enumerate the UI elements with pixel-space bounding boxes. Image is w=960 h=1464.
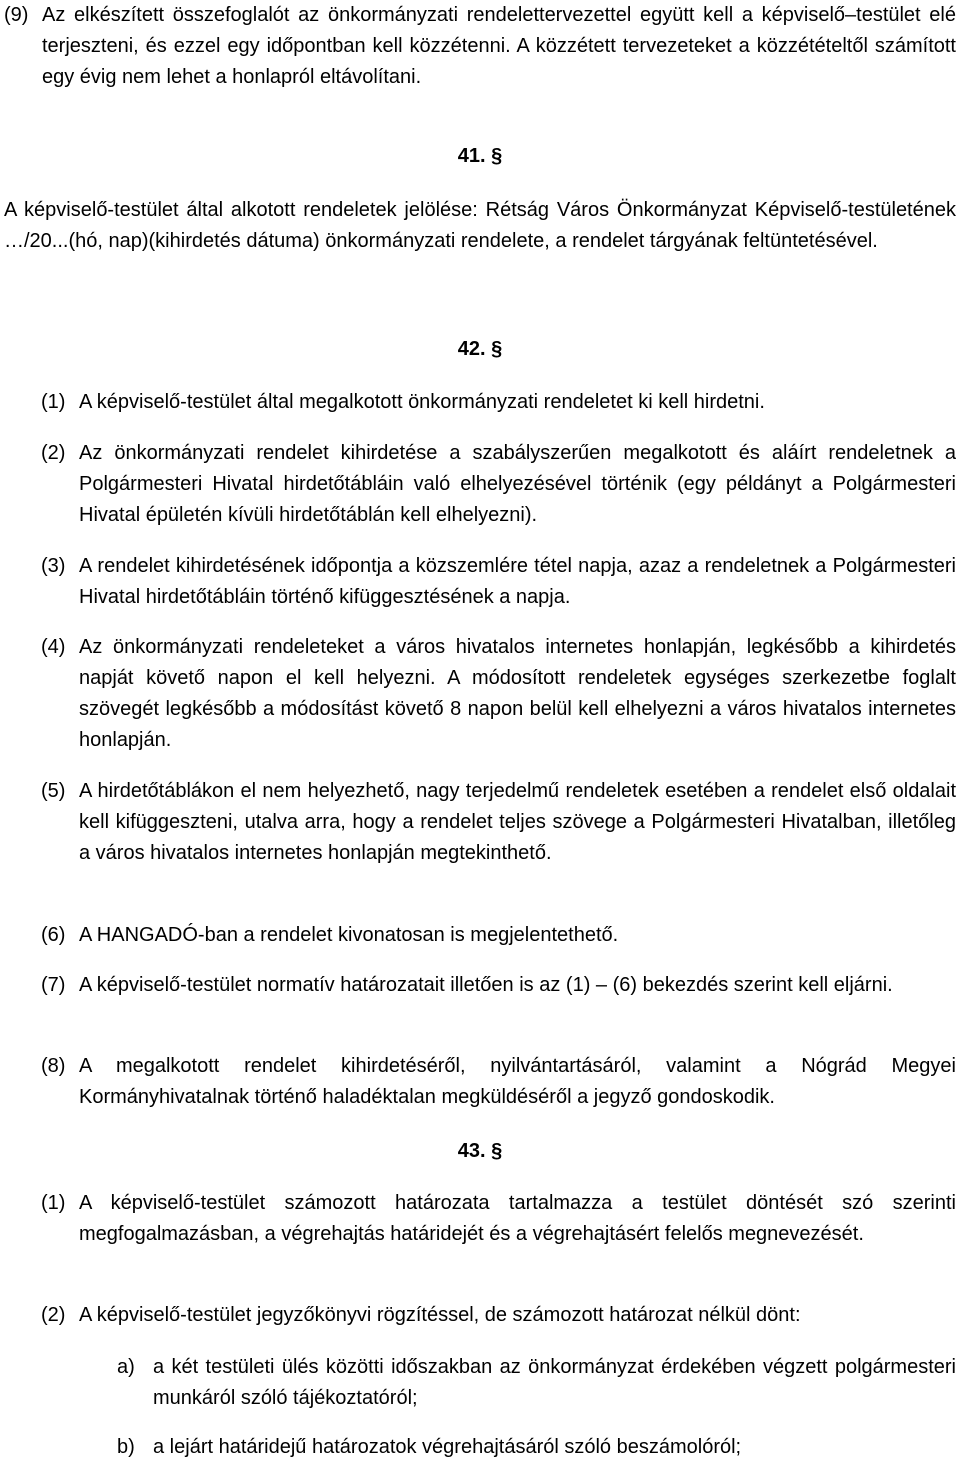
item-number: (8): [41, 1055, 66, 1077]
subitem-label: a): [117, 1356, 135, 1378]
item-number: (6): [41, 924, 66, 946]
section-42-heading: [0, 334, 960, 365]
item-text: A képviselő-testület által megalkotott önkormányzati rendeletet ki kell hirdetni.: [79, 391, 765, 413]
section-41-heading: [0, 141, 960, 172]
section-42-item-7: [41, 970, 956, 1001]
section-41-text: A képviselő-testület által alkotott rendeletek jelölése: Rétság Város Önkormányzat Képviselő-testületének …/20...(hó, nap)(kihirdetés dátuma) önkormányzati rendelete, a rendelet tárgyának feltüntetésével.: [4, 199, 956, 252]
subitem-label: b): [117, 1436, 135, 1458]
section-42-item-5: [41, 776, 956, 869]
section-43-heading: [0, 1136, 960, 1167]
paragraph-text: Az elkészített összefoglalót az önkormányzati rendelettervezettel együtt kell a képviselő–testület elé terjeszteni, és ezzel egy időpontban kell közzétenni. A közzétett tervezeteket a közzétételtől számított egy évig nem lehet a honlapról eltávolítani.: [42, 4, 956, 88]
section-sign: §: [491, 1140, 503, 1162]
item-number: (3): [41, 555, 66, 577]
subitem-text: a két testületi ülés közötti időszakban az önkormányzat érdekében végzett polgármesteri munkáról szóló tájékoztatóról;: [153, 1356, 956, 1409]
section-number: 42.: [457, 338, 486, 360]
section-number: 43.: [457, 1140, 486, 1162]
section-43-item-1: [41, 1188, 956, 1250]
item-text: A hirdetőtáblákon el nem helyezhető, nagy terjedelmű rendeletek esetében a rendelet első oldalait kell kifüggeszteni, utalva arra, hogy a rendelet teljes szövege a Polgármesteri Hivatalban, illetőleg a város hivatalos internetes honlapján megtekinthető.: [79, 780, 956, 864]
section-42-item-4: [41, 632, 956, 756]
item-number: (5): [41, 780, 66, 802]
paragraph-number: (9): [4, 4, 29, 26]
section-42-item-6: [41, 920, 956, 951]
section-sign: §: [491, 145, 503, 167]
section-43-subitem-b: [41, 1432, 956, 1463]
section-42-item-3: [41, 551, 956, 613]
item-text: A megalkotott rendelet kihirdetéséről, nyilvántartásáról, valamint a Nógrád Megyei Kormányhivatalnak történő haladéktalan megküldéséről a jegyző gondoskodik.: [79, 1055, 956, 1108]
item-text: Az önkormányzati rendelet kihirdetése a szabályszerűen megalkotott és aláírt rendeletnek a Polgármesteri Hivatal hirdetőtábláin való elhelyezésével történik (egy példányt a Polgármesteri Hivatal épületén kívüli hirdetőtáblán kell elhelyezni).: [79, 442, 956, 526]
section-number: 41.: [457, 145, 486, 167]
item-text: A rendelet kihirdetésének időpontja a közszemlére tétel napja, azaz a rendeletnek a Polgármesteri Hivatal hirdetőtábláin történő kifüggesztésének a napja.: [79, 555, 956, 608]
item-text: A HANGADÓ-ban a rendelet kivonatosan is megjelentethető.: [79, 924, 619, 946]
paragraph-9: [4, 0, 956, 93]
item-text: A képviselő-testület számozott határozata tartalmazza a testület döntését szó szerinti megfogalmazásban, a végrehajtás határidejét és a végrehajtásért felelős megnevezését.: [79, 1192, 956, 1245]
section-sign: §: [491, 338, 503, 360]
item-text: A képviselő-testület jegyzőkönyvi rögzítéssel, de számozott határozat nélkül dönt:: [79, 1304, 801, 1326]
item-text: Az önkormányzati rendeleteket a város hivatalos internetes honlapján, legkésőbb a kihirdetés napját követő napon el kell helyezni. A módosított rendeletek egységes szerkezetbe foglalt szövegét legkésőbb a módosítást követő 8 napon belül kell elhelyezni a város hivatalos internetes honlapján.: [79, 636, 956, 751]
section-43-item-2: [41, 1300, 956, 1331]
section-42-item-1: [41, 387, 956, 418]
subitem-text: a lejárt határidejű határozatok végrehajtásáról szóló beszámolóról;: [153, 1436, 742, 1458]
item-number: (7): [41, 974, 66, 996]
item-text: A képviselő-testület normatív határozatait illetően is az (1) – (6) bekezdés szerint kell eljárni.: [79, 974, 893, 996]
section-42-item-8: [41, 1051, 956, 1113]
item-number: (1): [41, 1192, 66, 1214]
item-number: (1): [41, 391, 66, 413]
section-43-subitem-a: [41, 1352, 956, 1414]
item-number: (4): [41, 636, 66, 658]
item-number: (2): [41, 442, 66, 464]
item-number: (2): [41, 1304, 66, 1326]
section-42-item-2: [41, 438, 956, 531]
